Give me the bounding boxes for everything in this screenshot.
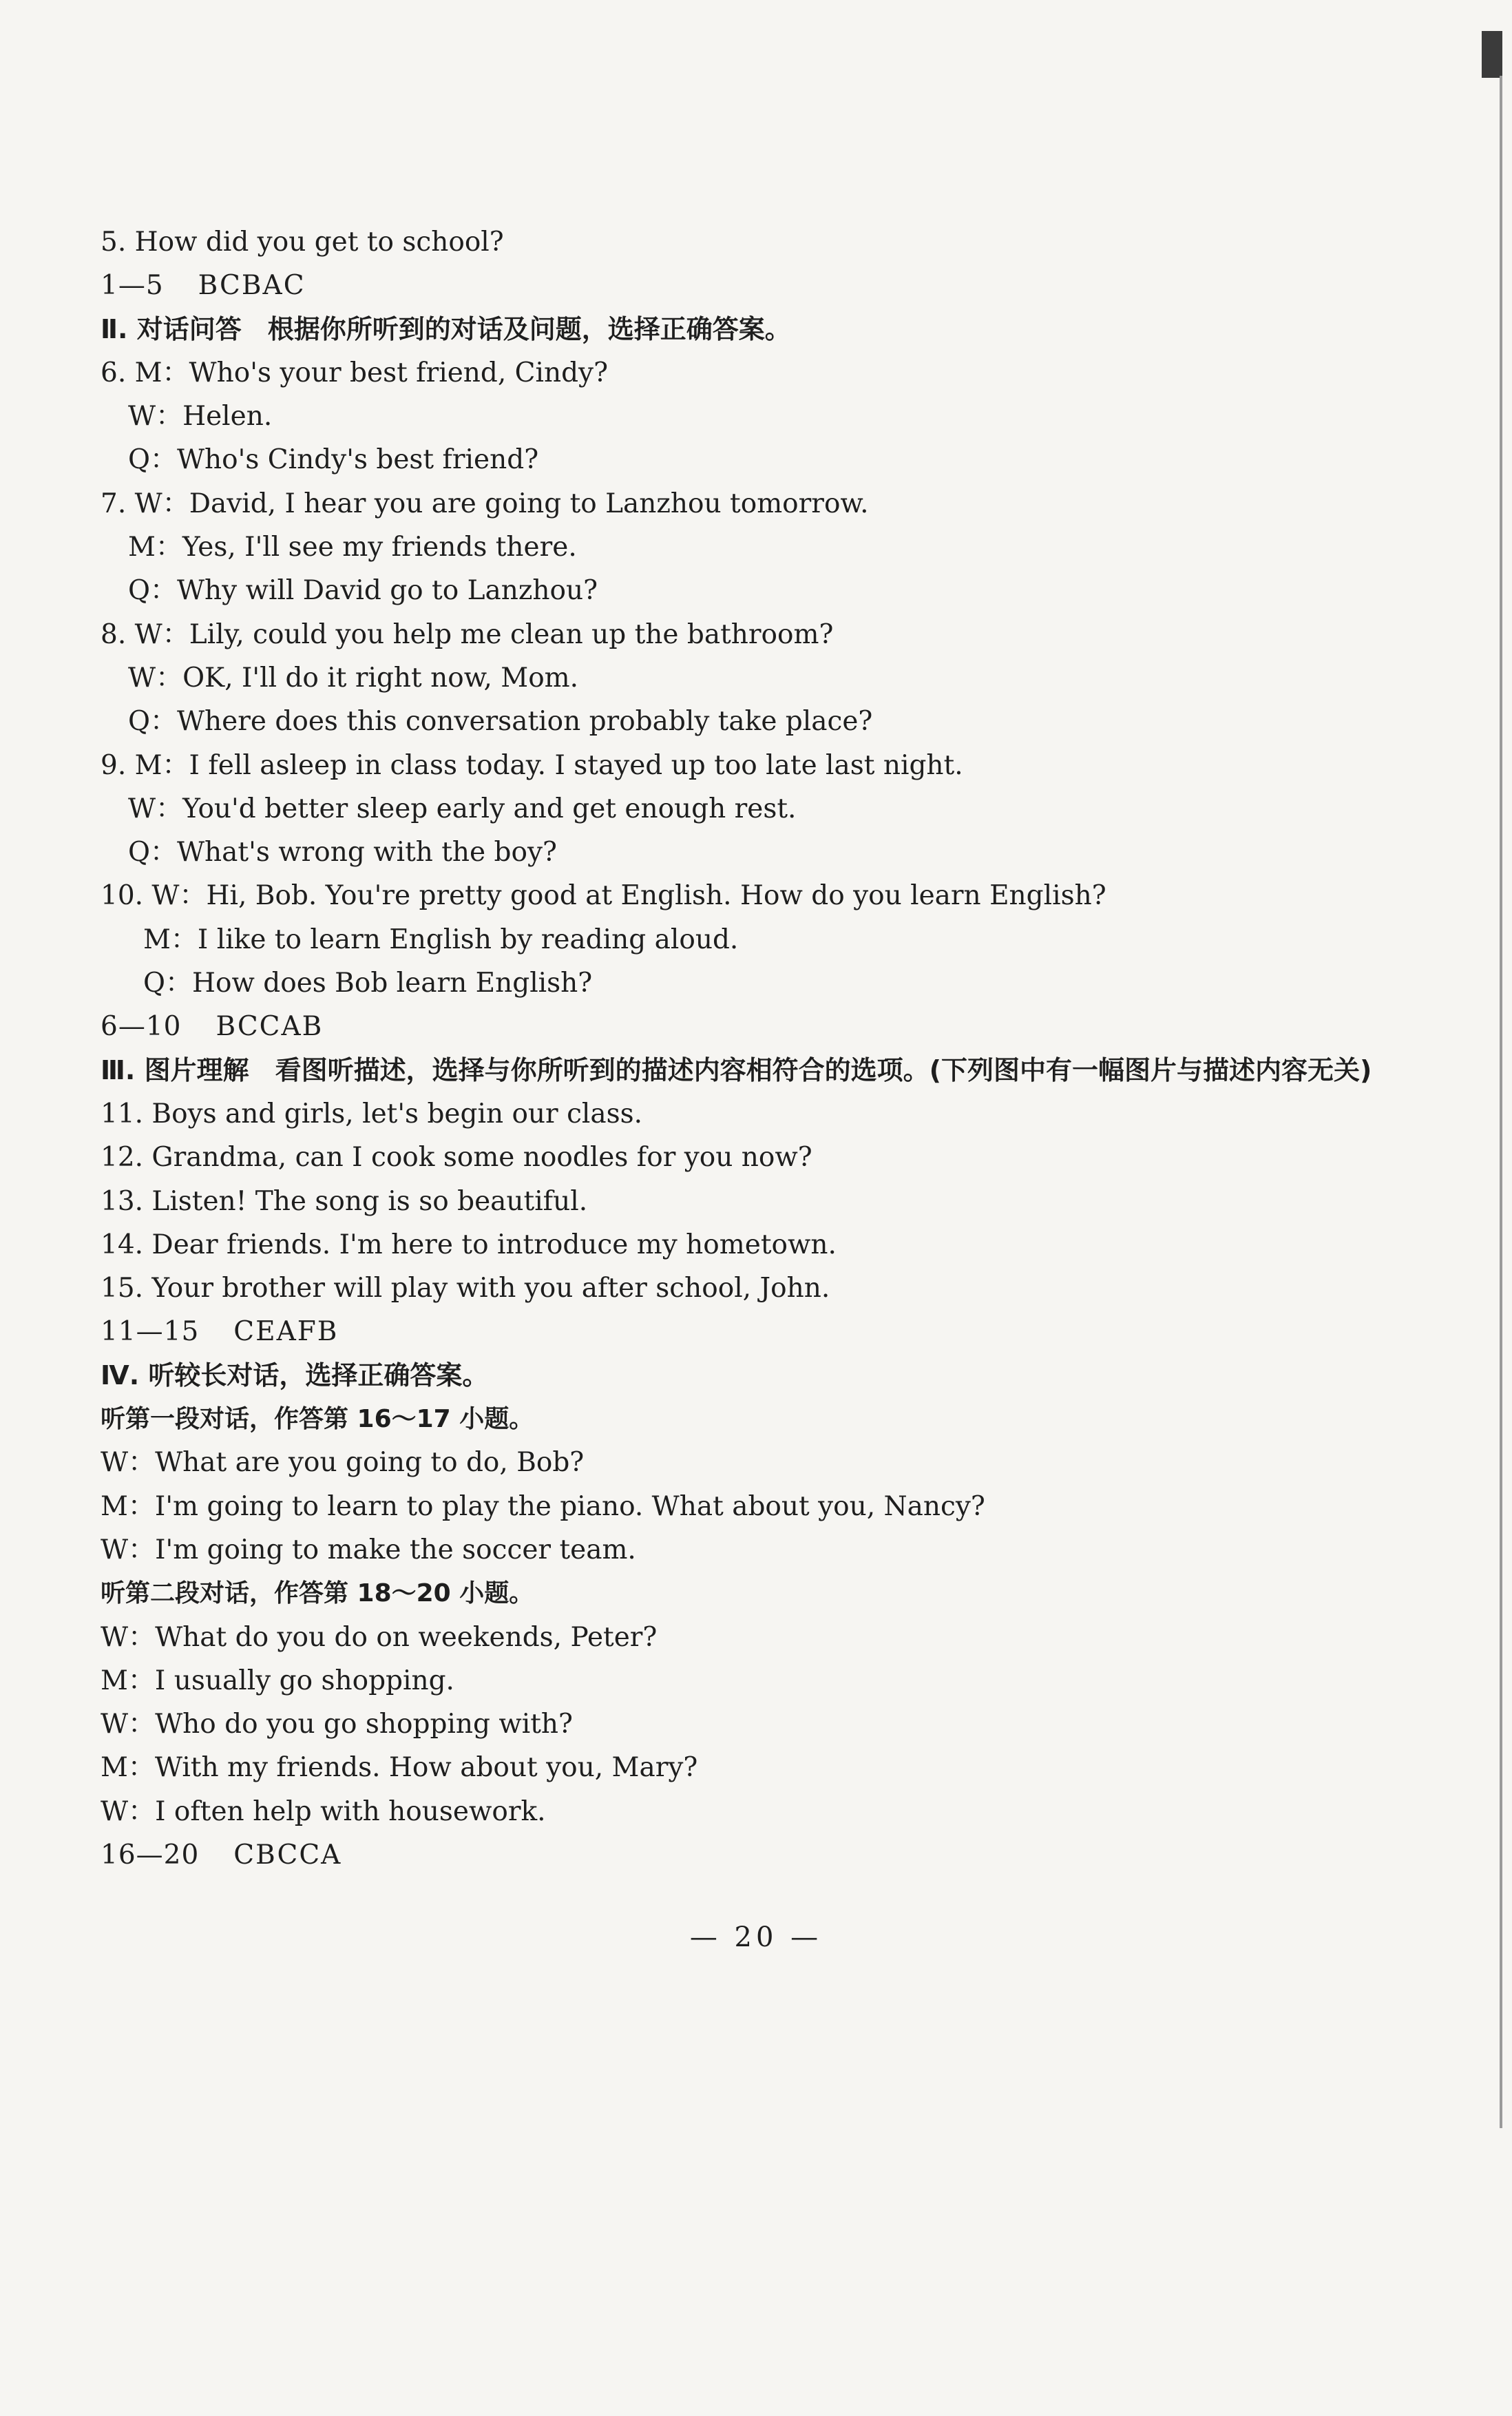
answer-key-16-20 xyxy=(101,1833,1409,1877)
dialogue-9-m: 9. M：I fell asleep in class today. I stayed up too late last night. xyxy=(101,749,963,781)
dialogue-8-w2: W：OK, I'll do it right now, Mom. xyxy=(128,662,579,694)
dialogue-10-m: M：I like to learn English by reading aloud. xyxy=(143,924,739,955)
answer-letters: BCBAC xyxy=(198,270,306,302)
long-dialogue-1-line-3: W：I'm going to make the soccer team. xyxy=(101,1534,636,1565)
answer-key-11-15 xyxy=(101,1310,1409,1353)
section-2-heading: Ⅱ. 对话问答 根据你所听到的对话及问题，选择正确答案。 xyxy=(101,313,791,344)
dialogue-7-w: 7. W：David, I hear you are going to Lanzhou tomorrow. xyxy=(101,488,869,519)
document-body xyxy=(101,220,1409,1877)
long-dialogue-1-line-2: M：I'm going to learn to play the piano. What about you, Nancy? xyxy=(101,1490,985,1522)
dialogue-6-q: Q：Who's Cindy's best friend? xyxy=(128,444,539,476)
dialogue-7-m: M：Yes, I'll see my friends there. xyxy=(128,532,577,563)
answer-key-1-5 xyxy=(101,264,1409,307)
answer-letters: BCCAB xyxy=(216,1011,324,1043)
dialogue-10-q: Q：How does Bob learn English? xyxy=(143,968,593,999)
answer-range: 6—10 xyxy=(101,1011,182,1043)
dialogue-6-m: 6. M：Who's your best friend, Cindy? xyxy=(101,357,609,388)
long-dialogue-2-line-3: W：Who do you go shopping with? xyxy=(101,1709,573,1740)
page-edge-mark xyxy=(1482,31,1502,78)
description-15: 15. Your brother will play with you after school, John. xyxy=(101,1273,830,1304)
answer-letters: CEAFB xyxy=(233,1316,339,1348)
dialogue-9-w: W：You'd better sleep early and get enough rest. xyxy=(128,793,797,824)
page-edge-rule xyxy=(1500,76,1502,2128)
answer-range: 1—5 xyxy=(101,270,164,302)
long-dialogue-2-line-1: W：What do you do on weekends, Peter? xyxy=(101,1621,658,1653)
dialogue-6-w: W：Helen. xyxy=(128,401,273,433)
answer-range: 11—15 xyxy=(101,1316,200,1348)
long-dialogue-2-line-2: M：I usually go shopping. xyxy=(101,1665,454,1696)
section-4-heading: Ⅳ. 听较长对话，选择正确答案。 xyxy=(101,1360,489,1391)
dialogue-2-instruction: 听第二段对话，作答第 18～20 小题。 xyxy=(101,1579,534,1608)
answer-letters: CBCCA xyxy=(233,1839,342,1871)
dialogue-7-q: Q：Why will David go to Lanzhou? xyxy=(128,575,598,607)
description-14: 14. Dear friends. I'm here to introduce my hometown. xyxy=(101,1229,837,1260)
answer-key-6-10 xyxy=(101,1005,1409,1048)
dialogue-8-w: 8. W：Lily, could you help me clean up the bathroom? xyxy=(101,618,834,650)
long-dialogue-1-line-1: W：What are you going to do, Bob? xyxy=(101,1447,585,1479)
description-12: 12. Grandma, can I cook some noodles for you now? xyxy=(101,1142,812,1174)
description-13: 13. Listen! The song is so beautiful. xyxy=(101,1185,588,1217)
description-11: 11. Boys and girls, let's begin our class. xyxy=(101,1098,643,1129)
long-dialogue-2-line-5: W：I often help with housework. xyxy=(101,1795,546,1827)
answer-range: 16—20 xyxy=(101,1839,200,1871)
dialogue-1-instruction: 听第一段对话，作答第 16～17 小题。 xyxy=(101,1405,534,1434)
dialogue-10-w: 10. W：Hi, Bob. You're pretty good at English. How do you learn English? xyxy=(101,880,1106,912)
section-3-heading: Ⅲ. 图片理解 看图听描述，选择与你所听到的描述内容相符合的选项。(下列图中有一幅图片与描述内容无关) xyxy=(101,1054,1372,1085)
dialogue-9-q: Q：What's wrong with the boy? xyxy=(128,837,557,868)
question-5: 5. How did you get to school? xyxy=(101,227,504,258)
dialogue-8-q: Q：Where does this conversation probably take place? xyxy=(128,706,873,738)
page-number: — 20 — xyxy=(689,1922,823,1953)
long-dialogue-2-line-4: M：With my friends. How about you, Mary? xyxy=(101,1752,698,1784)
